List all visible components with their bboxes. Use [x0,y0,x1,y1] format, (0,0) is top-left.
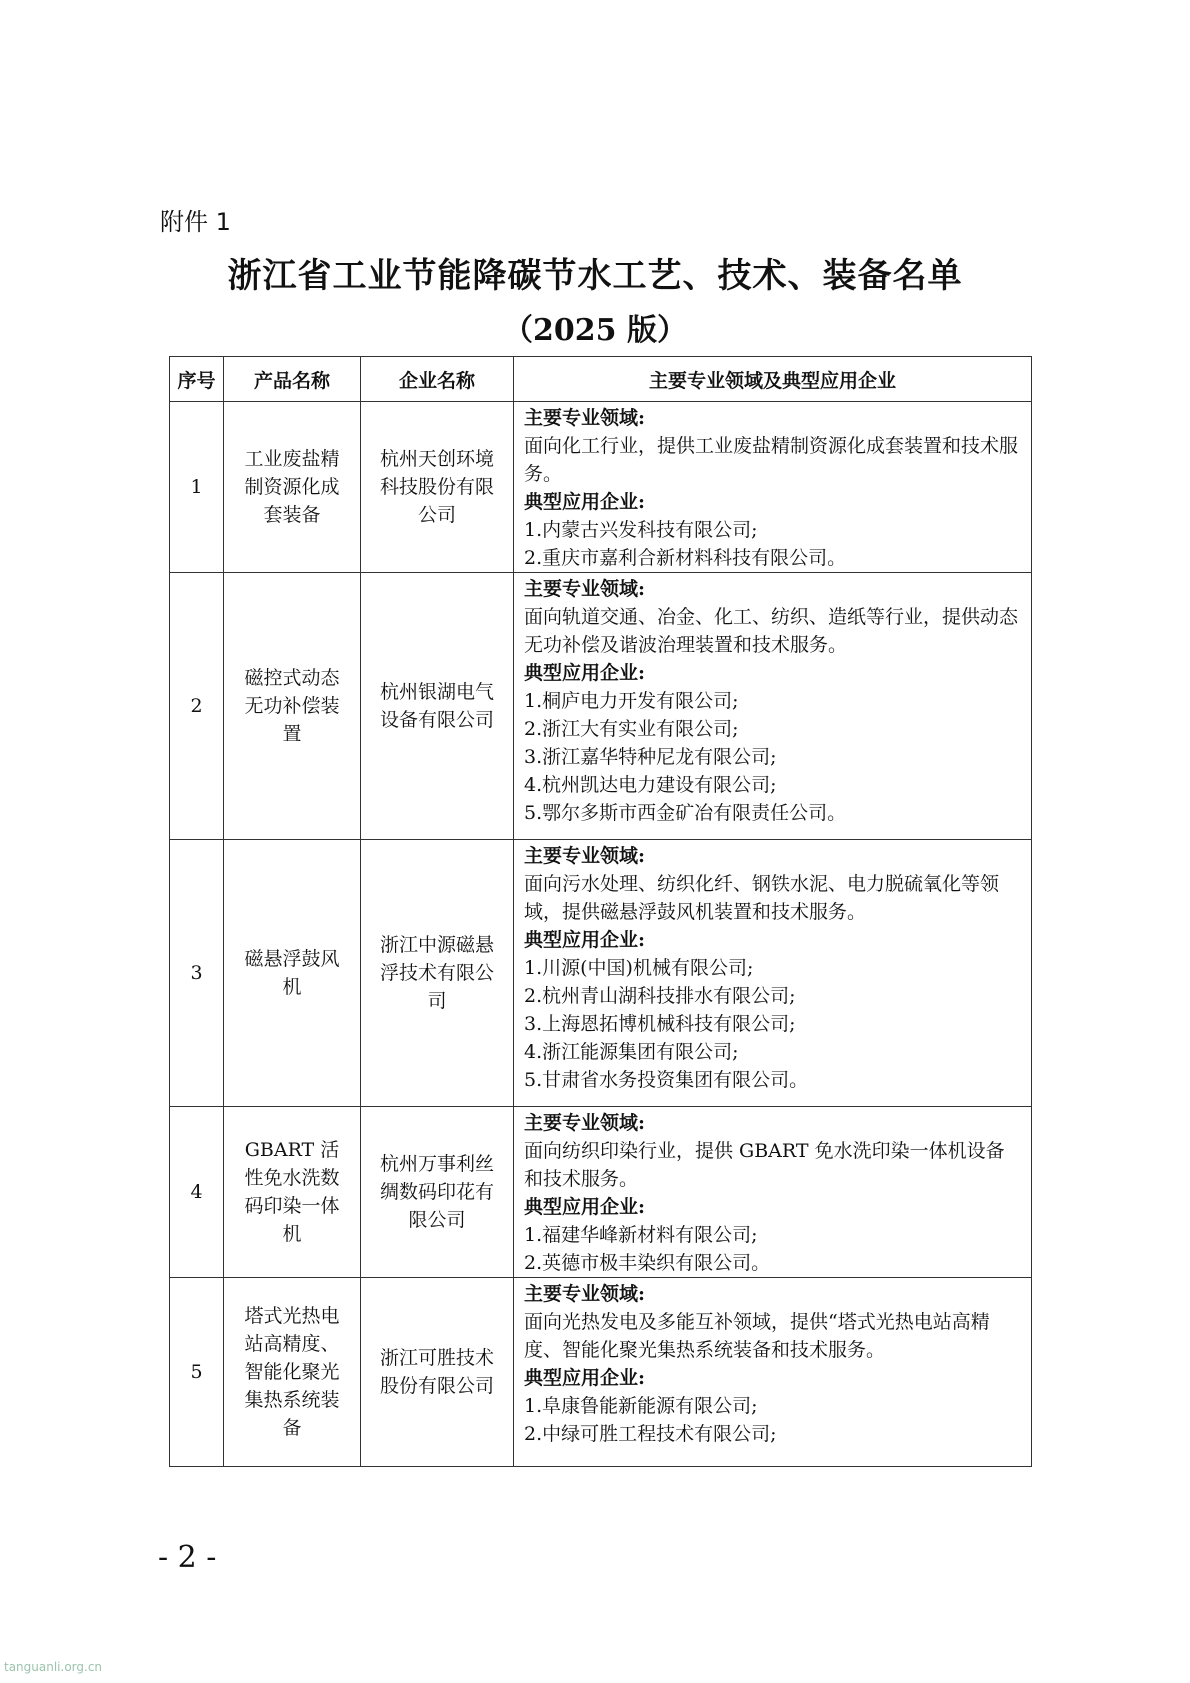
header-product: 产品名称 [224,357,361,402]
field-heading: 主要专业领域: [524,1112,646,1134]
product-name: 工业废盐精制资源化成套装备 [224,402,361,573]
apps-heading: 典型应用企业: [524,1367,646,1389]
app-item: 1.桐庐电力开发有限公司; [524,690,739,712]
page-number: - 2 - [158,1540,217,1575]
app-item: 3.上海恩拓博机械科技有限公司; [524,1013,796,1035]
field-text: 面向化工行业，提供工业废盐精制资源化成套装置和技术服务。 [524,435,1019,485]
apps-heading: 典型应用企业: [524,1196,646,1218]
document-subtitle: （2025 版） [503,313,687,348]
product-name: GBART 活性免水洗数码印染一体机 [224,1107,361,1278]
header-company: 企业名称 [361,357,514,402]
app-item: 1.内蒙古兴发科技有限公司; [524,519,758,541]
row-index: 4 [170,1107,224,1278]
detail-cell [514,402,1032,573]
table-header-row [170,357,1032,402]
header-index: 序号 [170,357,224,402]
app-item: 5.甘肃省水务投资集团有限公司。 [524,1069,809,1091]
company-name: 杭州银湖电气设备有限公司 [361,573,514,840]
field-heading: 主要专业领域: [524,1283,646,1305]
row-index: 3 [170,840,224,1107]
table-row [170,1278,1032,1467]
app-item: 2.浙江大有实业有限公司; [524,718,739,740]
company-name: 杭州天创环境科技股份有限公司 [361,402,514,573]
field-text: 面向轨道交通、冶金、化工、纺织、造纸等行业，提供动态无功补偿及谐波治理装置和技术服务。 [524,606,1019,656]
equipment-list-table [169,356,1032,1467]
row-index: 2 [170,573,224,840]
company-name: 浙江可胜技术股份有限公司 [361,1278,514,1467]
app-item: 1.川源(中国)机械有限公司; [524,957,754,979]
field-text: 面向纺织印染行业，提供 GBART 免水洗印染一体机设备和技术服务。 [524,1140,1005,1190]
field-heading: 主要专业领域: [524,845,646,867]
app-item: 2.英德市极丰染织有限公司。 [524,1252,771,1274]
field-heading: 主要专业领域: [524,578,646,600]
app-item: 2.中绿可胜工程技术有限公司; [524,1423,777,1445]
attachment-label: 附件 1 [160,208,231,236]
company-name: 浙江中源磁悬浮技术有限公司 [361,840,514,1107]
watermark: tanguanli.org.cn [4,1660,103,1674]
document-title: 浙江省工业节能降碳节水工艺、技术、装备名单 [227,256,963,296]
app-item: 2.重庆市嘉利合新材料科技有限公司。 [524,547,847,569]
table-row [170,573,1032,840]
app-item: 4.杭州凯达电力建设有限公司; [524,774,777,796]
table-row [170,1107,1032,1278]
product-name: 磁悬浮鼓风机 [224,840,361,1107]
detail-cell [514,1278,1032,1467]
apps-heading: 典型应用企业: [524,662,646,684]
product-name: 磁控式动态无功补偿装置 [224,573,361,840]
field-text: 面向污水处理、纺织化纤、钢铁水泥、电力脱硫氧化等领域，提供磁悬浮鼓风机装置和技术服务。 [524,873,1000,923]
detail-cell [514,1107,1032,1278]
detail-cell [514,840,1032,1107]
field-text: 面向光热发电及多能互补领域，提供“塔式光热电站高精度、智能化聚光集热系统装备和技术服务。 [524,1311,990,1361]
apps-heading: 典型应用企业: [524,929,646,951]
app-item: 1.阜康鲁能新能源有限公司; [524,1395,758,1417]
table-row [170,840,1032,1107]
apps-heading: 典型应用企业: [524,491,646,513]
app-item: 3.浙江嘉华特种尼龙有限公司; [524,746,777,768]
app-item: 2.杭州青山湖科技排水有限公司; [524,985,796,1007]
row-index: 5 [170,1278,224,1467]
product-name: 塔式光热电站高精度、智能化聚光集热系统装备 [224,1278,361,1467]
header-detail: 主要专业领域及典型应用企业 [514,357,1032,402]
app-item: 5.鄂尔多斯市西金矿冶有限责任公司。 [524,802,847,824]
field-heading: 主要专业领域: [524,407,646,429]
app-item: 4.浙江能源集团有限公司; [524,1041,739,1063]
table-row [170,402,1032,573]
app-item: 1.福建华峰新材料有限公司; [524,1224,758,1246]
company-name: 杭州万事利丝绸数码印花有限公司 [361,1107,514,1278]
detail-cell [514,573,1032,840]
row-index: 1 [170,402,224,573]
